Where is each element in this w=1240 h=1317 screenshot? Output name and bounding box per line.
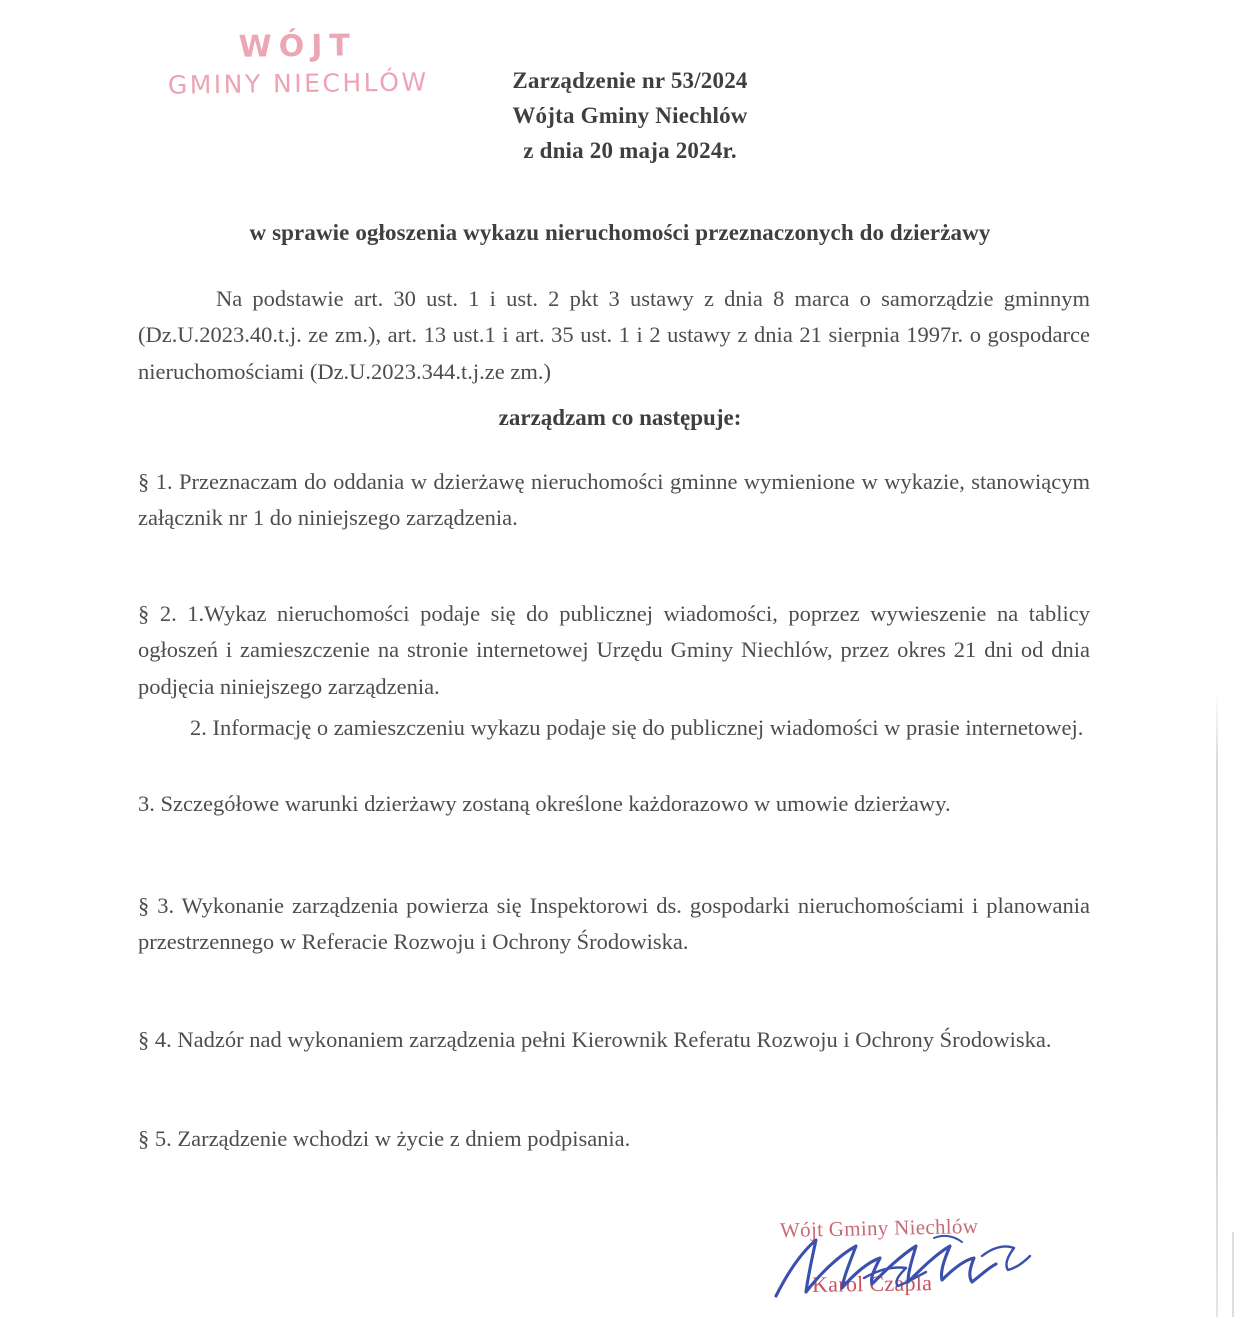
document-title (420, 64, 840, 169)
scan-edge-artifact-bottom (1232, 1232, 1234, 1317)
signature-stamp-title: Wójt Gminy Niechlów (779, 1213, 979, 1243)
section-2-point-2: 2. Informację o zamieszczeniu wykazu podaje się do publicznej wiadomości w prasie internetowej. (190, 715, 1084, 740)
title-line-number: Zarządzenie nr 53/2024 (512, 68, 748, 93)
section-2-point-1: § 2. 1.Wykaz nieruchomości podaje się do publicznej wiadomości, poprzez wywieszenie na tablicy ogłoszeń i zamieszczenie na stronie internetowej Urzędu Gminy Niechlów, przez okres 21 dni od dnia podjęcia niniejszego zarządzenia. (138, 601, 1090, 699)
section-1: § 1. Przeznaczam do oddania w dzierżawę nieruchomości gminne wymienione w wykazie, stanowiącym załącznik nr 1 do niniejszego zarządzenia. (138, 469, 1090, 531)
signature-stamp-name: Karol Czapla (811, 1270, 933, 1297)
office-stamp-line1: WÓJT (238, 28, 358, 65)
section-3: § 3. Wykonanie zarządzenia powierza się Inspektorowi ds. gospodarki nieruchomościami i planowania przestrzennego w Referacie Rozwoju i Ochrony Środowiska. (138, 893, 1090, 955)
title-line-authority: Wójta Gminy Niechlów (512, 102, 748, 128)
title-line-date: z dnia 20 maja 2024r. (523, 137, 737, 163)
section-4: § 4. Nadzór nad wykonaniem zarządzenia pełni Kierownik Referatu Rozwoju i Ochrony Środowiska. (138, 1027, 1052, 1052)
office-stamp-header (128, 26, 469, 101)
signature-block (770, 1208, 1090, 1308)
enacting-clause: zarządzam co następuje: (498, 405, 742, 430)
office-stamp-line2: GMINY NIECHLÓW (167, 66, 429, 100)
legal-basis-paragraph: Na podstawie art. 30 ust. 1 i ust. 2 pkt 3 ustawy z dnia 8 marca o samorządzie gminnym (Dz.U.2023.40.t.j. ze zm.), art. 13 ust.1 i art. 35 ust. 1 i 2 ustawy z dnia 21 sierpnia 1997r. o gospodarce nieruchomościami (Dz.U.2023.344.t.j.ze zm.) (138, 286, 1090, 384)
scan-edge-artifact (1216, 690, 1218, 1317)
section-5: § 5. Zarządzenie wchodzi w życie z dniem podpisania. (138, 1126, 631, 1151)
section-2-point-3: 3. Szczegółowe warunki dzierżawy zostaną określone każdorazowo w umowie dzierżawy. (138, 791, 951, 816)
document-subtitle: w sprawie ogłoszenia wykazu nieruchomości przeznaczonych do dzierżawy (249, 220, 991, 245)
